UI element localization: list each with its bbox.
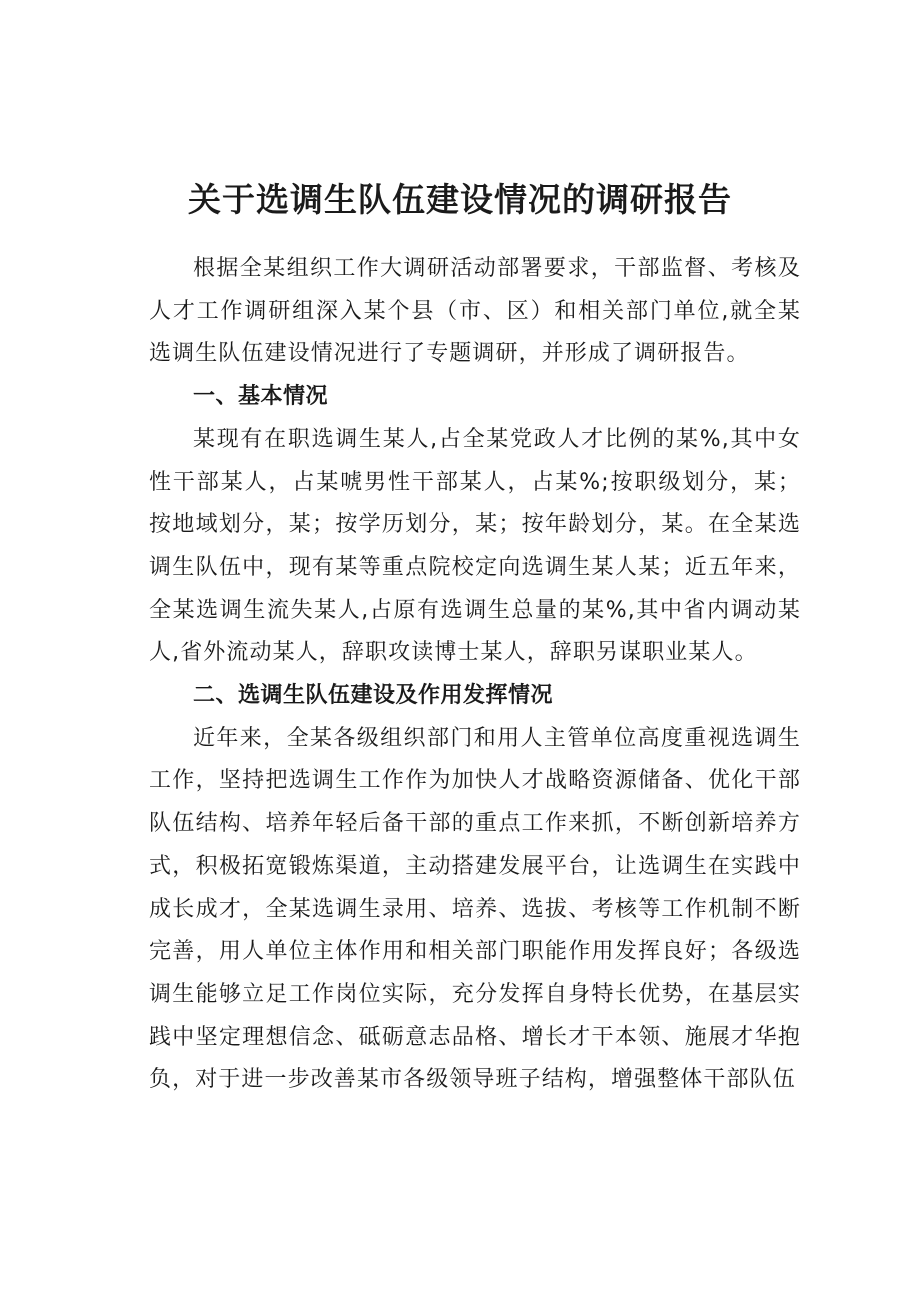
document-title: 关于选调生队伍建设情况的调研报告: [188, 180, 732, 220]
section-paragraph-basic-situation: 某现有在职选调生某人,占全某党政人才比例的某%,其中女性干部某人，占某唬男性干部某人，占某%;按职级划分，某；按地域划分，某；按学历划分，某；按年龄划分，某。在全某选调生队伍中，现有某等重点院校定向选调生某人某；近五年来，全某选调生流失某人,占原有选调生总量的某%,其中省内调动某人,省外流动某人，辞职攻读博士某人，辞职另谋职业某人。: [149, 426, 801, 666]
section-heading-basic-situation: 一、基本情况: [193, 384, 329, 410]
document-body: [149, 248, 801, 1102]
section-paragraph-team-building: 近年来，全某各级组织部门和用人主管单位高度重视选调生工作，坚持把选调生工作作为加快人才战略资源储备、优化干部队伍结构、培养年轻后备干部的重点工作来抓，不断创新培养方式，积极拓宽锻炼渠道，主动搭建发展平台，让选调生在实践中成长成才，全某选调生录用、培养、选拔、考核等工作机制不断完善，用人单位主体作用和相关部门职能作用发挥良好；各级选调生能够立足工作岗位实际，充分发挥自身特长优势，在基层实践中坚定理想信念、砥砺意志品格、增长才干本领、施展才华抱负，对于进一步改善某市各级领导班子结构，增强整体干部队伍: [149, 725, 801, 1093]
section-heading-team-building: 二、选调生队伍建设及作用发挥情况: [193, 683, 554, 709]
intro-paragraph: 根据全某组织工作大调研活动部署要求，干部监督、考核及人才工作调研组深入某个县（市、区）和相关部门单位,就全某选调生队伍建设情况进行了专题调研，并形成了调研报告。: [149, 256, 801, 367]
